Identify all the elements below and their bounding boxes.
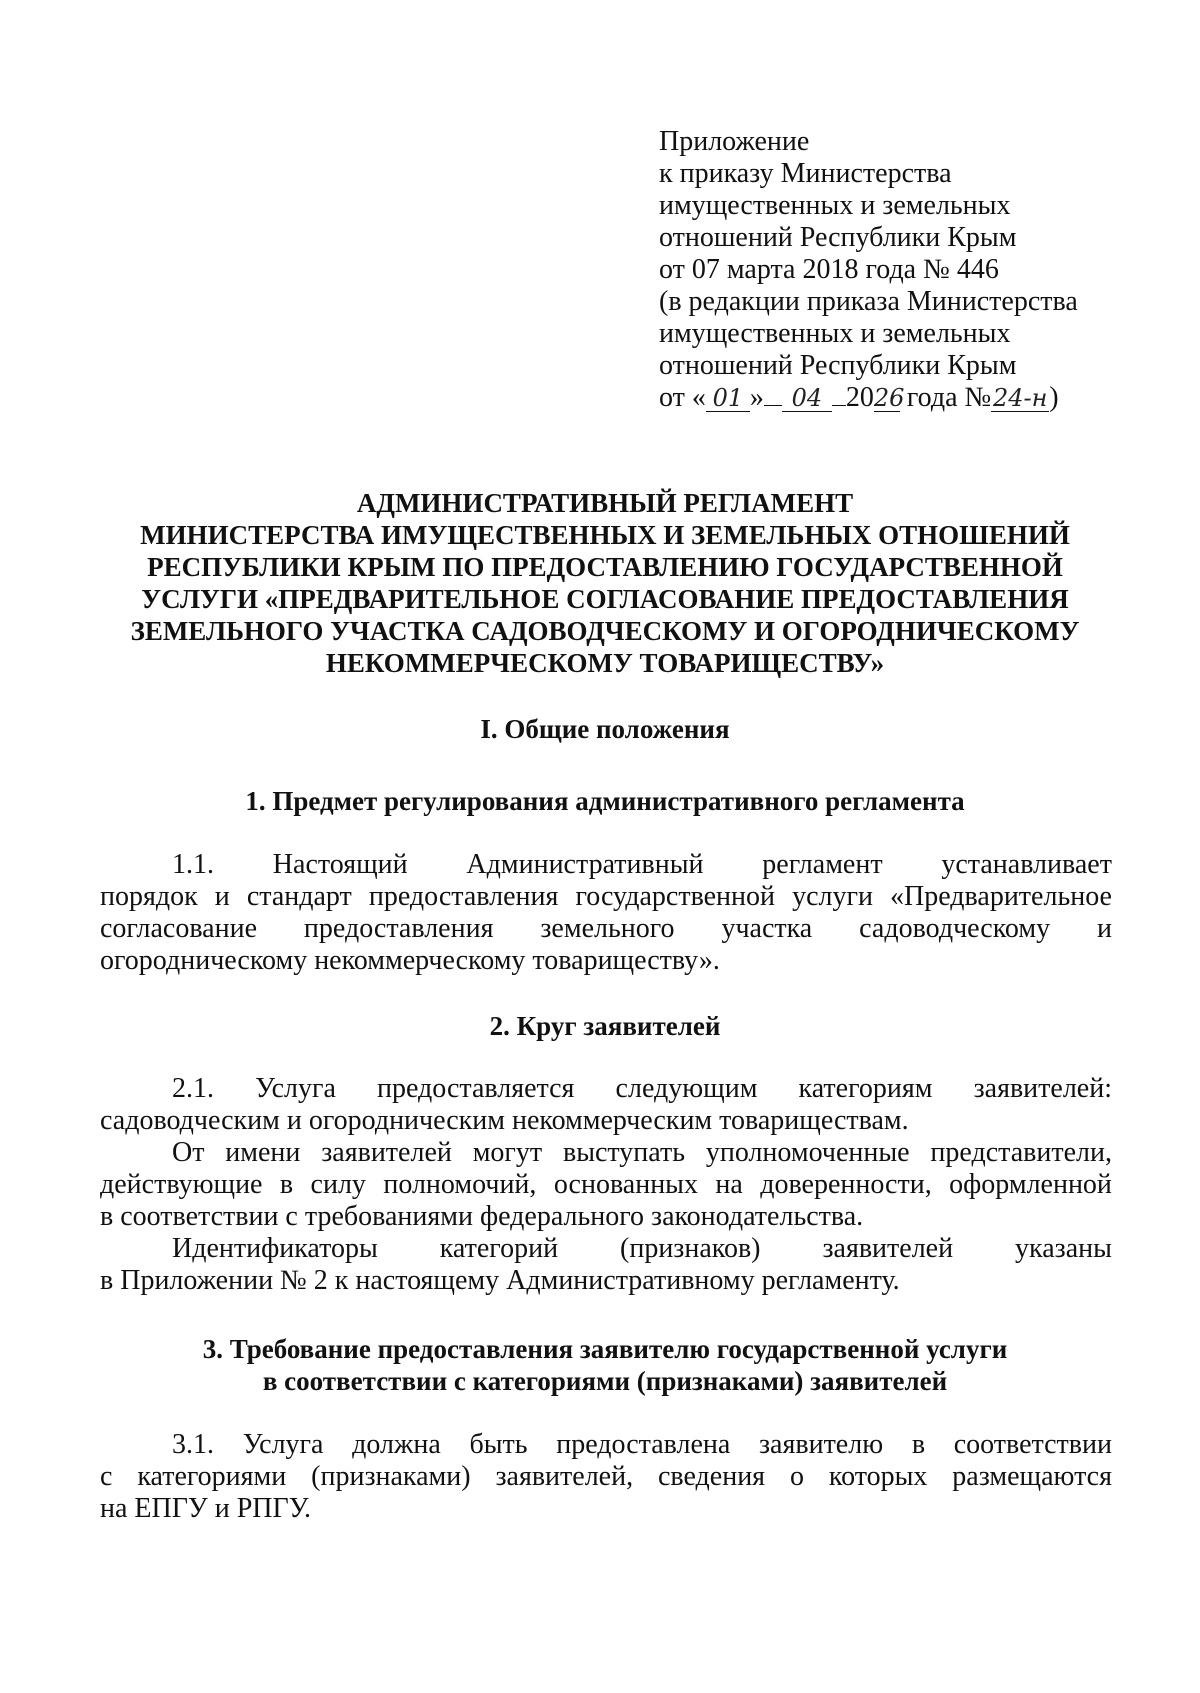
word: соответствии — [953, 1429, 1112, 1460]
word: оформленной — [949, 1169, 1112, 1200]
title-line: АДМИНИСТРАТИВНЫЙ РЕГЛАМЕНТ — [356, 488, 854, 518]
word: государственной — [575, 881, 776, 912]
appendix-line: имущественных и земельных — [659, 318, 1011, 349]
word: предоставления — [368, 881, 559, 912]
word: стандарт — [246, 881, 352, 912]
word: имени — [225, 1137, 301, 1168]
justified-line — [100, 913, 1112, 945]
word: должна — [352, 1429, 441, 1460]
word: заявителей — [822, 1233, 954, 1264]
date-year-word: года № — [906, 382, 992, 413]
justified-line — [100, 1137, 1112, 1169]
appendix-block — [659, 126, 1129, 414]
word: Административный — [466, 849, 704, 880]
subsection-heading-text: 2. Круг заявителей — [489, 1011, 721, 1041]
word: От — [172, 1137, 205, 1168]
justified-line — [100, 849, 1112, 881]
subsection-heading — [98, 785, 1112, 817]
word: и — [1097, 913, 1112, 944]
handwritten-order-number: 24-н — [993, 384, 1048, 412]
justified-line — [100, 1233, 1112, 1265]
paragraph-3-1 — [100, 1429, 1112, 1525]
word: услуги — [792, 881, 873, 912]
amendment-date-line — [659, 382, 1129, 414]
justified-line — [100, 1073, 1112, 1105]
word: доверенности, — [760, 1169, 932, 1200]
paragraph-1-1 — [100, 849, 1112, 977]
date-blank — [764, 405, 782, 406]
last-line: огородническому некоммерческому товариществу». — [100, 945, 720, 976]
word: выступать — [562, 1137, 685, 1168]
word: с — [100, 1461, 113, 1492]
title-line: МИНИСТЕРСТВА ИМУЩЕСТВЕННЫХ И ЗЕМЕЛЬНЫХ ОТНОШЕНИЙ — [140, 520, 1070, 550]
subsection-heading-text: 1. Предмет регулирования административного регламента — [245, 786, 965, 816]
handwritten-month: 04 — [782, 385, 832, 412]
word: Услуга — [255, 1073, 336, 1104]
word: 2.1. — [172, 1073, 214, 1104]
word: на — [715, 1169, 743, 1200]
appendix-line: отношений Республики Крым — [659, 222, 1017, 253]
last-line: в соответствии с требованиями федерального законодательства. — [100, 1201, 864, 1232]
last-line: на ЕПГУ и РПГУ. — [100, 1493, 311, 1524]
word: 1.1. — [172, 849, 214, 880]
word: действующие — [100, 1169, 263, 1200]
word: порядок — [100, 881, 198, 912]
last-line: в Приложении № 2 к настоящему Административному регламенту. — [100, 1265, 900, 1296]
date-blank — [832, 405, 846, 406]
word: предоставления — [303, 913, 494, 944]
word: категорий — [439, 1233, 559, 1264]
date-mid: » — [749, 382, 764, 413]
subsection-heading — [98, 1333, 1112, 1397]
word: которых — [828, 1461, 928, 1492]
subsection-heading — [98, 1010, 1112, 1042]
justified-line — [100, 1461, 1112, 1493]
word: «Предварительное — [890, 881, 1112, 912]
word: полномочий, — [383, 1169, 537, 1200]
date-close: ) — [1049, 382, 1059, 413]
word: предоставляется — [377, 1073, 575, 1104]
appendix-line: имущественных и земельных — [659, 190, 1011, 221]
word: в — [911, 1429, 926, 1460]
word: категориями — [137, 1461, 287, 1492]
word: согласование — [100, 913, 257, 944]
word: в — [279, 1169, 294, 1200]
title-line: РЕСПУБЛИКИ КРЫМ ПО ПРЕДОСТАВЛЕНИЮ ГОСУДАРСТВЕННОЙ — [147, 552, 1063, 582]
word: о — [789, 1461, 804, 1492]
word: садоводческому — [859, 913, 1051, 944]
word: предоставлена — [556, 1429, 731, 1460]
subsection-heading-text: в соответствии с категориями (признаками) заявителей — [262, 1366, 948, 1396]
word: заявителей: — [973, 1073, 1112, 1104]
word: (признаков) — [620, 1233, 761, 1264]
word: регламент — [762, 849, 883, 880]
word: быть — [469, 1429, 528, 1460]
date-prefix: от « — [659, 382, 706, 413]
section-heading-text: I. Общие положения — [480, 714, 730, 744]
word: силу — [310, 1169, 366, 1200]
last-line: садоводческим и огородническим некоммерческим товариществам. — [100, 1105, 909, 1136]
justified-line — [100, 1169, 1112, 1201]
paragraph-2-2 — [100, 1137, 1112, 1233]
word: земельного — [540, 913, 675, 944]
handwritten-year: 26 — [873, 384, 905, 412]
justified-line — [100, 1429, 1112, 1461]
paragraph-2-1 — [100, 1073, 1112, 1137]
word: устанавливает — [941, 849, 1112, 880]
title-line: ЗЕМЕЛЬНОГО УЧАСТКА САДОВОДЧЕСКОМУ И ОГОРОДНИЧЕСКОМУ — [130, 616, 1080, 646]
handwritten-day: 01 — [706, 385, 750, 412]
appendix-line: отношений Республики Крым — [659, 350, 1017, 381]
word: Идентификаторы — [172, 1233, 378, 1264]
word: Услуга — [242, 1429, 324, 1460]
document-title — [98, 487, 1112, 679]
word: основанных — [553, 1169, 698, 1200]
appendix-line: к приказу Министерства — [659, 158, 952, 189]
appendix-line: от 07 марта 2018 года № 446 — [659, 254, 999, 285]
word: уполномоченные — [705, 1137, 910, 1168]
word: участка — [721, 913, 813, 944]
word: сведения — [658, 1461, 766, 1492]
title-line: УСЛУГИ «ПРЕДВАРИТЕЛЬНОЕ СОГЛАСОВАНИЕ ПРЕДОСТАВЛЕНИЯ — [141, 584, 1069, 614]
word: размещаются — [952, 1461, 1112, 1492]
word: и — [214, 881, 230, 912]
word: могут — [472, 1137, 543, 1168]
word: заявителю — [759, 1429, 884, 1460]
word: заявителей — [321, 1137, 452, 1168]
word: представители, — [930, 1137, 1112, 1168]
word: указаны — [1015, 1233, 1112, 1264]
appendix-line: Приложение — [659, 126, 810, 157]
section-heading — [98, 713, 1112, 745]
word: следующим — [615, 1073, 758, 1104]
word: 3.1. — [172, 1429, 214, 1460]
appendix-line: (в редакции приказа Министерства — [659, 286, 1078, 317]
subsection-heading-text: 3. Требование предоставления заявителю государственной услуги — [202, 1334, 1008, 1364]
paragraph-2-3 — [100, 1233, 1112, 1297]
justified-line — [100, 881, 1112, 913]
word: Настоящий — [272, 849, 408, 880]
date-year-prefix: 20 — [845, 382, 874, 413]
title-line: НЕКОММЕРЧЕСКОМУ ТОВАРИЩЕСТВУ» — [325, 648, 885, 678]
word: (признаками) — [311, 1461, 471, 1492]
word: заявителей, — [495, 1461, 634, 1492]
word: категориям — [798, 1073, 933, 1104]
